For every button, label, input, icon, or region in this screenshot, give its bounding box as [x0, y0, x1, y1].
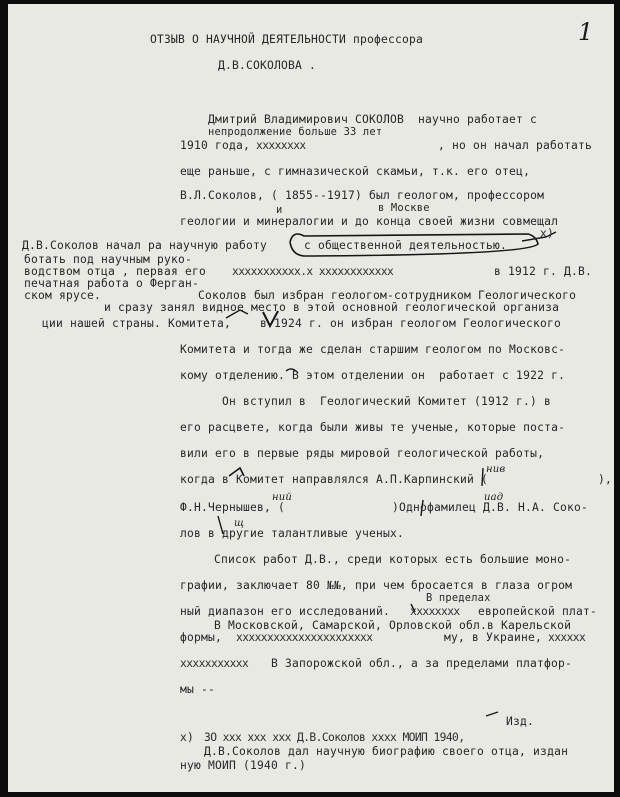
handwritten-note-1: нив — [486, 464, 506, 475]
text-line-15b: ), — [598, 473, 613, 486]
struck-text-22: хххххххххххххххххххххх — [236, 631, 373, 644]
footnote-marker-bottom: x) — [180, 731, 195, 744]
text-line-4: В.Л.Соколов, ( 1855--1917) был геологом, профессором — [180, 189, 545, 202]
document-page — [8, 4, 614, 792]
publication-note: Изд. — [506, 715, 535, 728]
text-line-19: графии, заключает 80 №№, при чем бросается в глаза огром — [180, 579, 573, 592]
text-line-17: лов в другие талантливые ученых. — [180, 527, 405, 540]
text-line-11: кому отделению. В этом отделении он работает с 1922 г. — [180, 369, 566, 382]
margin-insert-line-3: печатная работа о Ферган- — [24, 277, 200, 290]
footnote-struck-line: ЗО ххх ххх ххх Д.В.Соколов хххх МОИП 1940, — [204, 731, 465, 744]
text-line-5: геологии и минералогии и до конца своей жизни совмещал — [180, 215, 559, 228]
handwritten-note-2: ний — [272, 492, 293, 503]
text-insertion-19: В пределах — [426, 592, 491, 604]
text-line-23b: В Запорожской обл., а за пределами платфор- — [264, 657, 573, 670]
text-line-21: В Московской, Самарской, Орловской обл.в Карельской — [214, 619, 572, 632]
struck-text-20: хххххххх — [410, 605, 460, 618]
text-insertion-4a: и — [276, 204, 283, 216]
text-line-6b: с общественной деятельностью. — [304, 239, 508, 252]
text-line-24: мы -- — [180, 683, 216, 696]
footnote-marker: x) — [540, 227, 555, 240]
text-insertion-8: и сразу занял видное место в этой основной геологической организа — [104, 301, 560, 314]
text-line-22c: му, в Украине, — [444, 631, 543, 644]
handwritten-note-3: иад — [484, 492, 504, 503]
text-line-6a: Д.В.Соколов начал ра научную работу — [22, 239, 268, 252]
text-line-2c: , но он начал работать — [438, 139, 593, 152]
text-line-20c: европейской плат- — [478, 605, 598, 618]
text-line-9a: ции нашей страны. Комитета, — [42, 317, 232, 330]
text-line-7-end: в 1912 г. Д.В. — [494, 265, 593, 278]
text-line-9b: в 1924 г. он избран геологом Геологического — [260, 317, 562, 330]
text-insertion-1: непродолжение больше 33 лет — [208, 126, 383, 138]
struck-text-22d: хххххх — [548, 631, 586, 644]
footnote-line-2: Д.В.Соколов дал научную биографию своего отца, издан — [204, 745, 569, 758]
margin-insert-line-1: ботать под научным руко- — [24, 253, 193, 266]
text-line-20a: ный диапазон его исследований. — [180, 605, 391, 618]
margin-insert-line-4: ском ярусе. — [24, 289, 102, 302]
page-number: 1 — [578, 18, 594, 46]
text-line-22a: формы, — [180, 631, 223, 644]
text-insertion-4b: в Москве — [378, 202, 430, 214]
text-line-2a: 1910 года, — [180, 139, 251, 152]
text-line-16b: )Однофамилец Д.В. Н.А. Соко- — [392, 501, 589, 514]
struck-text-23: ххххххххххх — [180, 657, 249, 670]
text-line-3: еще раньше, с гимназической скамьи, т.к. его отец, — [180, 165, 531, 178]
text-line-1: Дмитрий Владимирович СОКОЛОВ научно работает с — [208, 113, 538, 126]
handwritten-note-4: щ — [234, 518, 245, 529]
text-line-16a: Ф.Н.Чернышев, ( — [180, 501, 286, 514]
text-line-15a: когда в Комитет направлялся А.П.Карпинский ( — [180, 473, 489, 486]
document-title-name: Д.В.СОКОЛОВА . — [218, 59, 317, 72]
text-line-10: Комитета и тогда же сделан старшим геологом по Московс- — [180, 343, 566, 356]
document-title: ОТЗЫВ О НАУЧНОЙ ДЕЯТЕЛЬНОСТИ профессора — [150, 33, 424, 46]
text-line-8: Соколов был избран геологом-сотрудником Геологического — [198, 289, 577, 302]
struck-text-7: ххххххххххх.х хххххххххххх — [232, 265, 394, 278]
margin-insert-line-2: водством отца , первая его — [24, 265, 207, 278]
struck-text-2: хххххххх — [256, 139, 306, 152]
text-line-18: Список работ Д.В., среди которых есть большие моно- — [214, 553, 572, 566]
text-line-12: Он вступил в Геологический Комитет (1912 г.) в — [222, 395, 552, 408]
text-line-13: его расцвете, когда были живы те ученые, которые поста- — [180, 421, 566, 434]
text-line-14: вили его в первые ряды мировой геологической работы, — [180, 447, 545, 460]
footnote-line-3: ную МОИП (1940 г.) — [180, 759, 307, 772]
